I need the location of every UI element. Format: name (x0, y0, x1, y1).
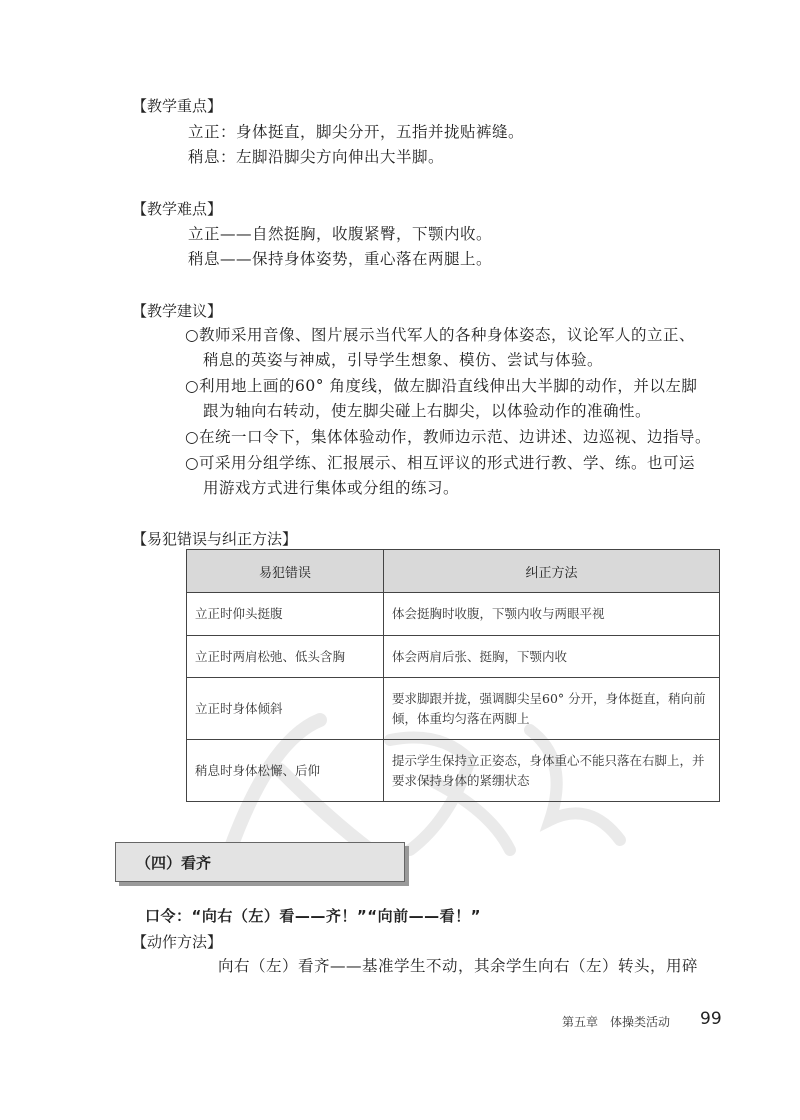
section-title-box (115, 842, 405, 882)
suggestion-line-1: ○教师采用音像、图片展示当代军人的各种身体姿态，议论军人的立正、 (185, 326, 696, 344)
table-header-error: 易犯错误 (187, 550, 384, 593)
suggestions-heading: 【教学建议】 (132, 302, 223, 320)
focus-line-1: 立正：身体挺直，脚尖分开，五指并拢贴裤缝。 (188, 123, 525, 141)
correction-cell: 提示学生保持立正姿态，身体重心不能只落在右脚上，并要求保持身体的紧绷状态 (384, 740, 720, 802)
errors-table (186, 549, 720, 802)
suggestion-line-4: 跟为轴向右转动，使左脚尖碰上右脚尖，以体验动作的准确性。 (203, 402, 652, 420)
correction-cell: 要求脚跟并拢，强调脚尖呈60° 分开，身体挺直，稍向前倾，体重均匀落在两脚上 (384, 678, 720, 740)
focus-line-2: 稍息：左脚沿脚尖方向伸出大半脚。 (188, 148, 445, 166)
method-line-1: 向右（左）看齐——基准学生不动，其余学生向右（左）转头，用碎 (218, 957, 699, 975)
chapter-footer: 第五章 体操类活动 (562, 1015, 671, 1029)
error-cell: 立正时仰头挺腹 (187, 593, 384, 636)
table-row (187, 678, 720, 740)
error-cell: 稍息时身体松懈、后仰 (187, 740, 384, 802)
error-cell: 立正时两肩松弛、低头含胸 (187, 636, 384, 678)
suggestion-line-7: 用游戏方式进行集体或分组的练习。 (203, 479, 460, 497)
suggestion-line-3: ○利用地上画的60° 角度线，做左脚沿直线伸出大半脚的动作，并以左脚 (185, 377, 698, 395)
correction-cell: 体会挺胸时收腹，下颚内收与两眼平视 (384, 593, 720, 636)
section-title: （四）看齐 (136, 854, 212, 872)
table-header-row (187, 550, 720, 593)
error-cell: 立正时身体倾斜 (187, 678, 384, 740)
command-text: 口令：“向右（左）看——齐！”“向前——看！” (145, 907, 481, 925)
difficulty-line-1: 立正——自然挺胸，收腹紧臀，下颚内收。 (188, 225, 493, 243)
method-heading: 【动作方法】 (132, 933, 223, 951)
difficulty-heading: 【教学难点】 (132, 200, 223, 218)
suggestion-line-6: ○可采用分组学练、汇报展示、相互评议的形式进行教、学、练。也可运 (185, 454, 696, 472)
correction-cell: 体会两肩后张、挺胸，下颚内收 (384, 636, 720, 678)
errors-heading: 【易犯错误与纠正方法】 (132, 530, 298, 548)
suggestion-line-5: ○在统一口令下，集体体验动作，教师边示范、边讲述、边巡视、边指导。 (185, 428, 712, 446)
table-row (187, 593, 720, 636)
difficulty-line-2: 稍息——保持身体姿势，重心落在两腿上。 (188, 250, 493, 268)
table-row (187, 636, 720, 678)
page-number: 99 (700, 1009, 722, 1029)
table-row (187, 740, 720, 802)
focus-heading: 【教学重点】 (132, 97, 223, 115)
table-header-correction: 纠正方法 (384, 550, 720, 593)
suggestion-line-2: 稍息的英姿与神威，引导学生想象、模仿、尝试与体验。 (203, 351, 604, 369)
